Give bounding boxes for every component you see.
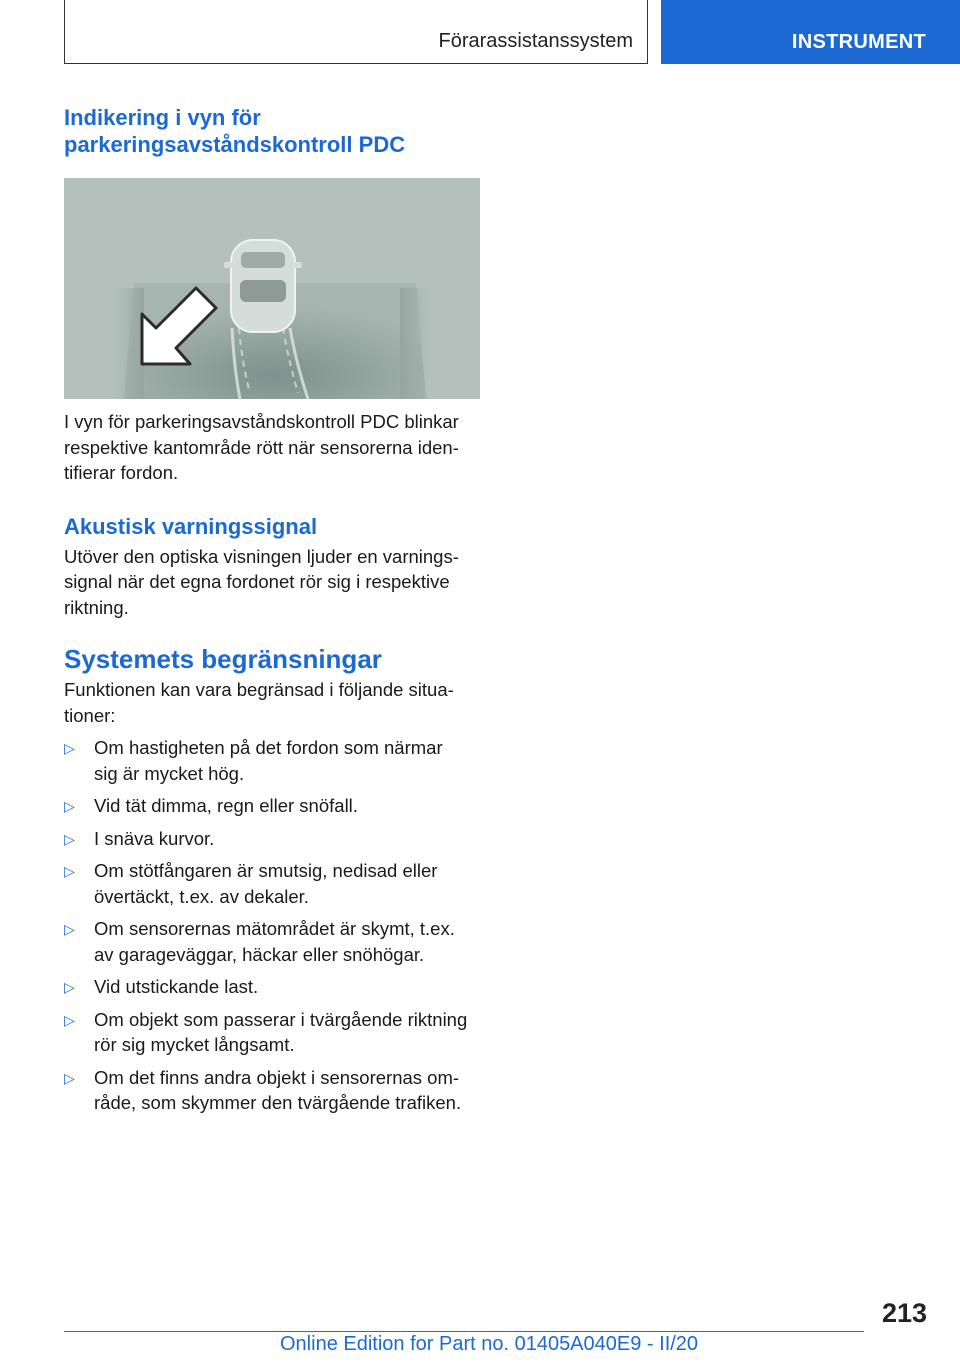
system-limits-intro [64, 677, 480, 728]
content-column [64, 104, 480, 1116]
text-line: Utöver den optiska visningen ljuder en varnings‐ [64, 545, 459, 567]
triangle-right-icon: ▷ [64, 1069, 75, 1086]
list-item: ▷ I snäva kurvor. [64, 826, 480, 852]
page-number: 213 [881, 1298, 927, 1328]
pdc-view-illustration [64, 178, 480, 399]
section-heading-pdc-view [64, 104, 480, 158]
list-item: ▷ Om sensorernas mätområdet är skymt, t.ex. av garageväggar, häckar eller snöhögar. [64, 918, 455, 965]
header-chapter-title: INSTRUMENT [791, 31, 926, 53]
list-item: ▷ Om objekt som passerar i tvärgående riktning rör sig mycket långsamt. [64, 1008, 468, 1055]
heading-line: parkeringsavståndskontroll PDC [64, 132, 406, 157]
triangle-right-icon: ▷ [64, 863, 75, 879]
section-heading-system-limits: Systemets begränsningar [64, 644, 382, 674]
header-section-title: Förarassistanssystem [438, 30, 633, 52]
footer-divider [64, 1331, 864, 1332]
text-line: tioner: [64, 704, 116, 726]
acoustic-signal-description [64, 544, 480, 621]
pdc-view-description [64, 409, 480, 486]
footer-edition-text: Online Edition for Part no. 01405A040E9 - II/20 [280, 1333, 699, 1355]
text-line: I vyn för parkeringsavståndskontroll PDC blinkar [64, 411, 459, 432]
triangle-right-icon: ▷ [64, 740, 75, 756]
heading-line: Indikering i vyn för [64, 105, 261, 130]
triangle-right-icon: ▷ [64, 1011, 75, 1028]
triangle-right-icon: ▷ [64, 979, 75, 995]
list-item: ▷ Om hastigheten på det fordon som närmar sig är mycket hög. [64, 737, 443, 784]
list-item: ▷ Om det finns andra objekt i sensorernas om‐ råde, som skymmer den tvärgående trafiken. [64, 1066, 462, 1113]
header-section-box [64, 0, 648, 64]
pdc-car-graphic [64, 178, 480, 399]
triangle-right-icon: ▷ [64, 830, 75, 847]
triangle-right-icon: ▷ [64, 798, 75, 814]
header-chapter-tab[interactable] [661, 0, 960, 64]
list-item: ▷ Vid tät dimma, regn eller snöfall. [64, 793, 480, 819]
text-line: signal när det egna fordonet rör sig i respektive [64, 571, 450, 592]
section-heading-acoustic-signal: Akustisk varningssignal [64, 513, 318, 539]
triangle-right-icon: ▷ [64, 921, 75, 937]
list-item: ▷ Vid utstickande last. [64, 974, 480, 1000]
text-line: respektive kantområde rött när sensorerna iden‐ [64, 436, 459, 458]
limitations-list [64, 735, 480, 1116]
text-line: riktning. [64, 596, 129, 618]
list-item: ▷ Om stötfångaren är smutsig, nedisad eller övertäckt, t.ex. av dekaler. [64, 860, 438, 907]
text-line: tifierar fordon. [64, 462, 179, 483]
text-line: Funktionen kan vara begränsad i följande situa‐ [64, 679, 454, 700]
